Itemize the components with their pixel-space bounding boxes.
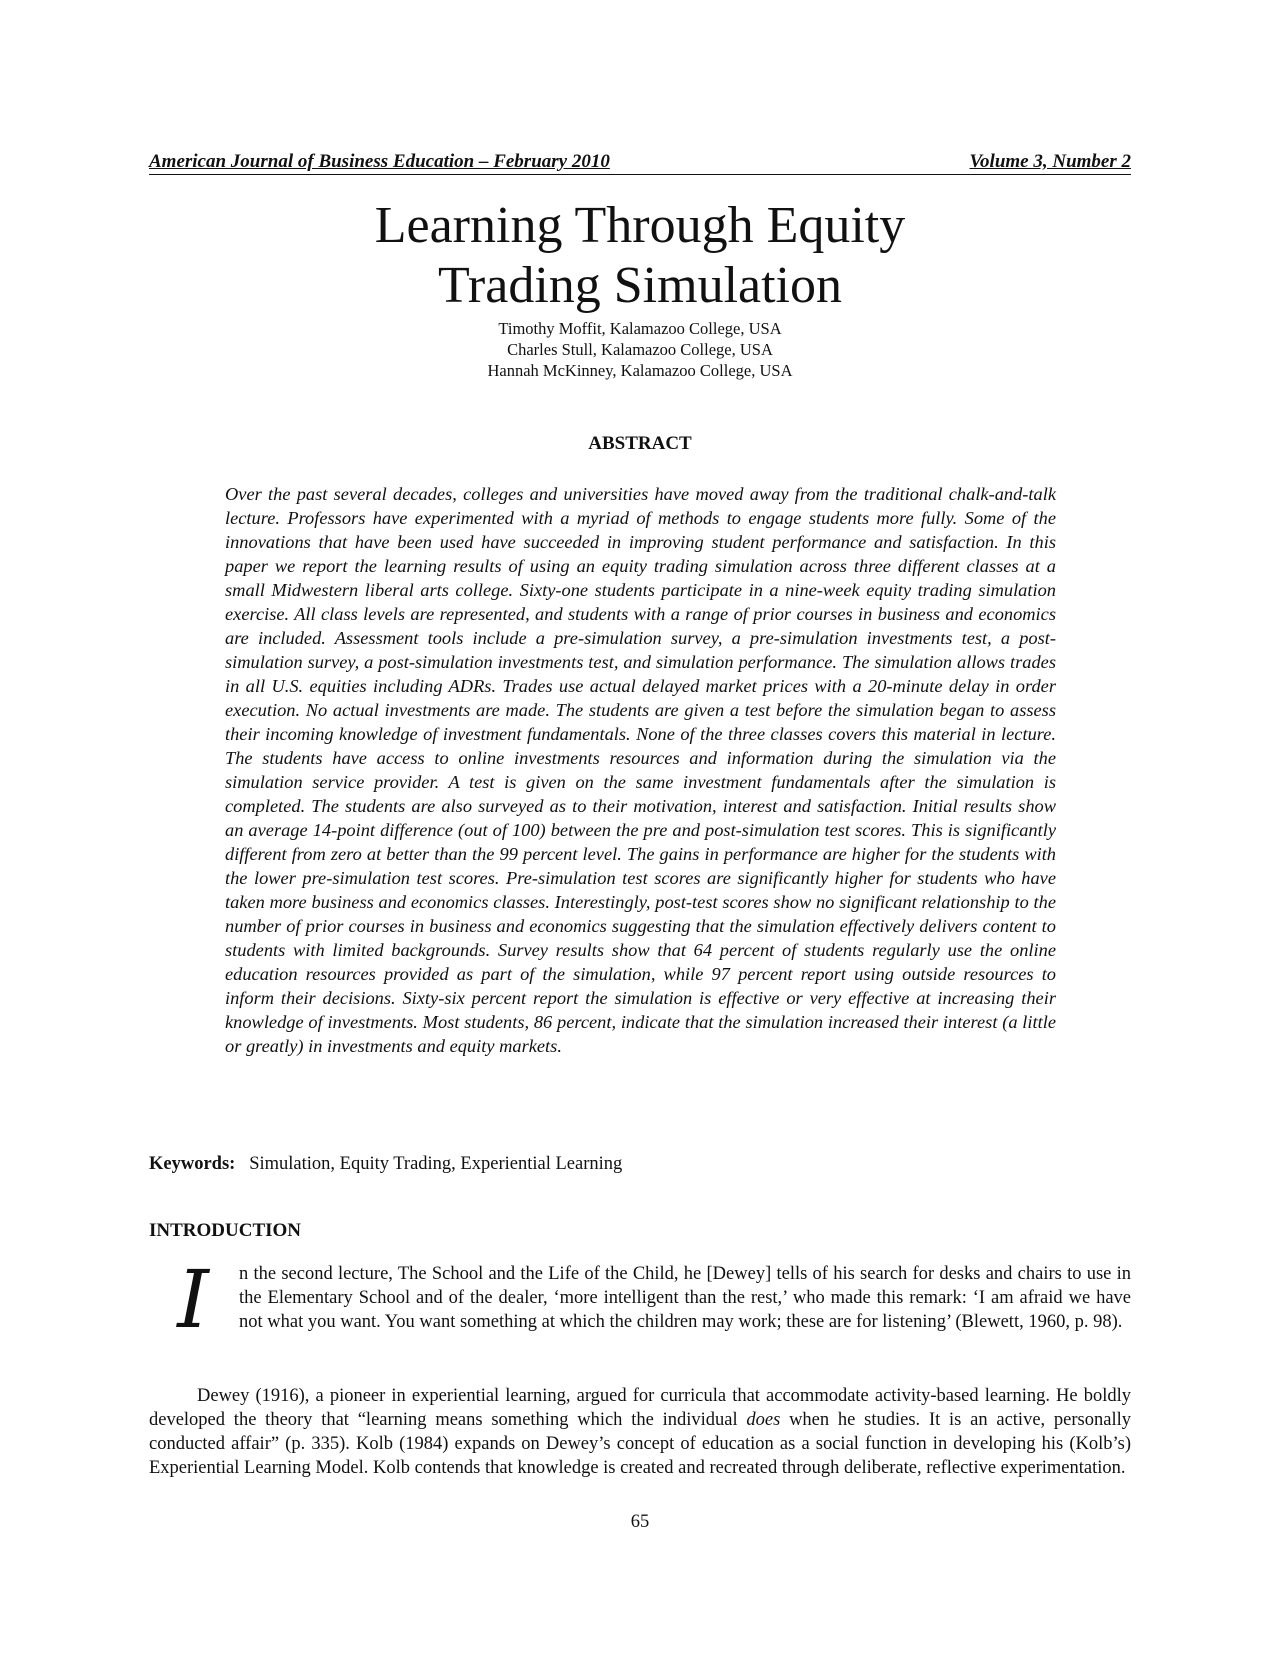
volume-number: Volume 3, Number 2 bbox=[969, 151, 1131, 172]
running-header bbox=[149, 150, 1131, 175]
keywords-label: Keywords: bbox=[149, 1154, 236, 1174]
keywords bbox=[149, 1152, 1131, 1176]
title-line-2: Trading Simulation bbox=[437, 257, 842, 314]
title-line-1: Learning Through Equity bbox=[374, 197, 906, 254]
paper-title bbox=[149, 196, 1131, 316]
drop-cap: I bbox=[177, 1253, 209, 1346]
abstract-heading: ABSTRACT bbox=[588, 433, 692, 454]
paragraph-text: Dewey (1916), a pioneer in experiential learning, argued for curricula that accommodate activity-based learning. He boldly developed the theory that “learning means something which the individual bbox=[149, 1386, 1131, 1430]
author: Timothy Moffit, Kalamazoo College, USA bbox=[498, 319, 782, 338]
introduction-paragraph-1 bbox=[149, 1253, 1131, 1346]
author: Charles Stull, Kalamazoo College, USA bbox=[507, 340, 773, 359]
paragraph-text: n the second lecture, The School and the Life of the Child, he [Dewey] tells of his search for desks and chairs to use in the Elementary School and of the dealer, ‘more intelligent than the rest,’ who made this remark: ‘I am afraid we have not what you want. You want something at which the children may work; these are for listening’ (Blewett, 1960, p. 98). bbox=[239, 1264, 1131, 1332]
author-list bbox=[149, 318, 1131, 381]
journal-name: American Journal of Business Education – February 2010 bbox=[149, 151, 610, 172]
paragraph-text: when he studies. It is an active, personally conducted affair” (p. 335). Kolb (1984) expands on Dewey’s concept of education as a social function in developing his (Kolb’s) Experiential Learning Model. Kolb contends that knowledge is created and recreated through deliberate, reflective experimentation. bbox=[149, 1410, 1131, 1478]
section-heading-introduction: INTRODUCTION bbox=[149, 1220, 302, 1241]
introduction-paragraph-2 bbox=[149, 1384, 1131, 1480]
keywords-value: Simulation, Equity Trading, Experiential Learning bbox=[249, 1154, 623, 1174]
emphasis-text: does bbox=[746, 1410, 781, 1430]
abstract-text: Over the past several decades, colleges and universities have moved away from the traditional chalk-and-talk lecture. Professors have experimented with a myriad of methods to engage students more fully. Some of the innovations that have been used have succeeded in improving student performance and satisfaction. In this paper we report the learning results of using an equity trading simulation across three different classes at a small Midwestern liberal arts college. Sixty-one students participate in a nine-week equity trading simulation exercise. All class levels are represented, and students with a range of prior courses in business and economics are included. Assessment tools include a pre-simulation survey, a pre-simulation investments test, a post-simulation survey, a post-simulation investments test, and simulation performance. The simulation allows trades in all U.S. equities including ADRs. Trades use actual delayed market prices with a 20-minute delay in order execution. No actual investments are made. The students are given a test before the simulation began to assess their incoming knowledge of investment fundamentals. None of the three classes covers this material in lecture. The students have access to online investments resources and information during the simulation via the simulation service provider. A test is given on the same investment fundamentals after the simulation is completed. The students are also surveyed as to their motivation, interest and satisfaction. Initial results show an average 14-point difference (out of 100) between the pre and post-simulation test scores. This is significantly different from zero at better than the 99 percent level. The gains in performance are higher for the students with the lower pre-simulation test scores. Pre-simulation test scores are significantly higher for students who have taken more business and economics classes. Interestingly, post-test scores show no significant relationship to the number of prior courses in business and economics suggesting that the simulation effectively delivers content to students with limited backgrounds. Survey results show that 64 percent of students regularly use the online education resources provided as part of the simulation, while 97 percent report using outside resources to inform their decisions. Sixty-six percent report the simulation is effective or very effective at increasing their knowledge of investments. Most students, 86 percent, indicate that the simulation increased their interest (a little or greatly) in investments and equity markets. bbox=[225, 484, 1056, 1056]
author: Hannah McKinney, Kalamazoo College, USA bbox=[487, 361, 793, 380]
page-number: 65 bbox=[630, 1512, 650, 1532]
